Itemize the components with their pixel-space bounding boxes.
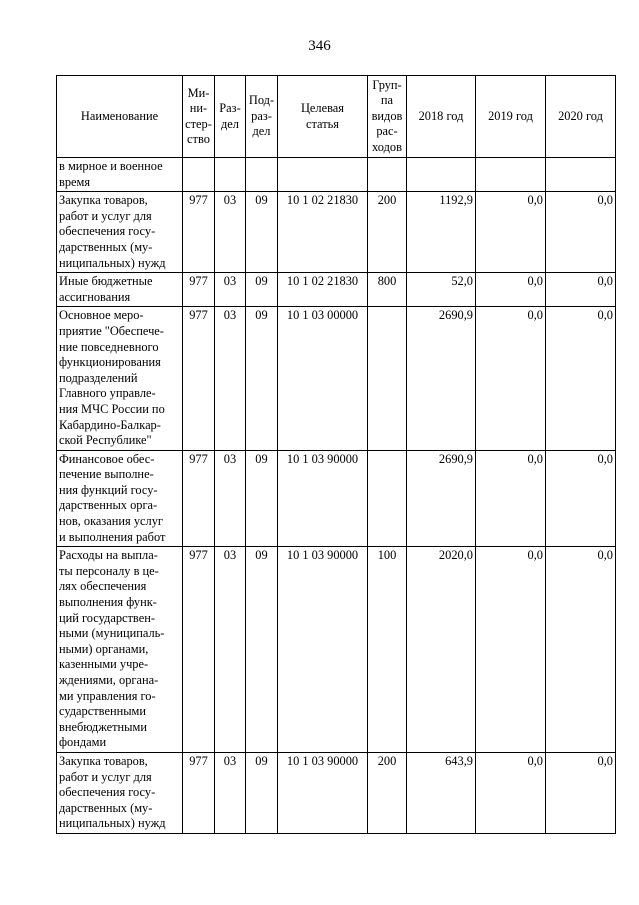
header-2020: 2020 год (546, 76, 616, 158)
row-ministry: 977 (183, 307, 215, 450)
row-ministry: 977 (183, 752, 215, 833)
row-expense-group: 800 (368, 273, 407, 307)
row-2018: 52,0 (407, 273, 476, 307)
row-name: Иные бюджетные ассигнования (57, 273, 183, 307)
row-ministry: 977 (183, 547, 215, 753)
row-2020: 0,0 (546, 450, 616, 547)
row-name: Финансовое обес- печение выполне- ния функций госу- дарственных орга- нов, оказания услуг и выполнения работ (57, 450, 183, 547)
row-2020: 0,0 (546, 752, 616, 833)
row-2018: 2020,0 (407, 547, 476, 753)
row-section: 03 (215, 273, 246, 307)
row-expense-group: 200 (368, 752, 407, 833)
row-ministry (183, 158, 215, 192)
row-target: 10 1 02 21830 (278, 273, 368, 307)
row-name: Закупка товаров, работ и услуг для обеспечения госу- дарственных (му- ниципальных) нужд (57, 752, 183, 833)
header-target: Целевая статья (278, 76, 368, 158)
table-row (57, 450, 616, 547)
row-2018 (407, 158, 476, 192)
row-target: 10 1 02 21830 (278, 192, 368, 273)
row-2018: 643,9 (407, 752, 476, 833)
row-2018: 2690,9 (407, 307, 476, 450)
row-ministry: 977 (183, 450, 215, 547)
row-2018: 2690,9 (407, 450, 476, 547)
table-row (57, 158, 616, 192)
row-subsection: 09 (246, 450, 278, 547)
row-subsection (246, 158, 278, 192)
row-target: 10 1 03 90000 (278, 547, 368, 753)
row-subsection: 09 (246, 192, 278, 273)
row-section: 03 (215, 307, 246, 450)
row-ministry: 977 (183, 192, 215, 273)
row-name: Закупка товаров, работ и услуг для обеспечения госу- дарственных (му- ниципальных) нужд (57, 192, 183, 273)
header-2018: 2018 год (407, 76, 476, 158)
page-number: 346 (308, 38, 331, 54)
row-subsection: 09 (246, 307, 278, 450)
row-expense-group (368, 158, 407, 192)
row-subsection: 09 (246, 752, 278, 833)
header-ministry: Ми- ни- стер- ство (183, 76, 215, 158)
row-2019: 0,0 (476, 450, 546, 547)
row-section: 03 (215, 450, 246, 547)
row-ministry: 977 (183, 273, 215, 307)
budget-table (56, 75, 616, 834)
table-header-row (57, 76, 616, 158)
row-target: 10 1 03 90000 (278, 450, 368, 547)
row-2019: 0,0 (476, 273, 546, 307)
row-target: 10 1 03 00000 (278, 307, 368, 450)
row-2019: 0,0 (476, 547, 546, 753)
table-row (57, 547, 616, 753)
row-2018: 1192,9 (407, 192, 476, 273)
row-section: 03 (215, 192, 246, 273)
row-2019 (476, 158, 546, 192)
header-2019: 2019 год (476, 76, 546, 158)
row-expense-group (368, 450, 407, 547)
row-section: 03 (215, 547, 246, 753)
header-section: Раз- дел (215, 76, 246, 158)
row-2019: 0,0 (476, 192, 546, 273)
row-2020: 0,0 (546, 273, 616, 307)
row-name: Основное меро- приятие "Обеспече- ние повседневного функционирования подразделений Главного управле- ния МЧС России по Кабардино-Балкар- ской Республике" (57, 307, 183, 450)
row-expense-group (368, 307, 407, 450)
row-name: в мирное и военное время (57, 158, 183, 192)
row-target: 10 1 03 90000 (278, 752, 368, 833)
row-expense-group: 200 (368, 192, 407, 273)
row-2020: 0,0 (546, 307, 616, 450)
header-expense-group: Груп- па видов рас- ходов (368, 76, 407, 158)
row-expense-group: 100 (368, 547, 407, 753)
table-row (57, 752, 616, 833)
row-target (278, 158, 368, 192)
table-row (57, 273, 616, 307)
row-name: Расходы на выпла- ты персоналу в це- лях обеспечения выполнения функ- ций государствен- ными (муниципаль- ными) органами, казенными учре- ждениями, органа- ми управления го- сударственными внебюджетными фондами (57, 547, 183, 753)
row-2020: 0,0 (546, 192, 616, 273)
header-subsection: Под- раз- дел (246, 76, 278, 158)
table-row (57, 192, 616, 273)
row-subsection: 09 (246, 273, 278, 307)
table-row (57, 307, 616, 450)
row-section (215, 158, 246, 192)
table-body (57, 158, 616, 834)
row-2019: 0,0 (476, 307, 546, 450)
row-section: 03 (215, 752, 246, 833)
header-name: Наименование (57, 76, 183, 158)
row-2020: 0,0 (546, 547, 616, 753)
row-2020 (546, 158, 616, 192)
row-2019: 0,0 (476, 752, 546, 833)
row-subsection: 09 (246, 547, 278, 753)
